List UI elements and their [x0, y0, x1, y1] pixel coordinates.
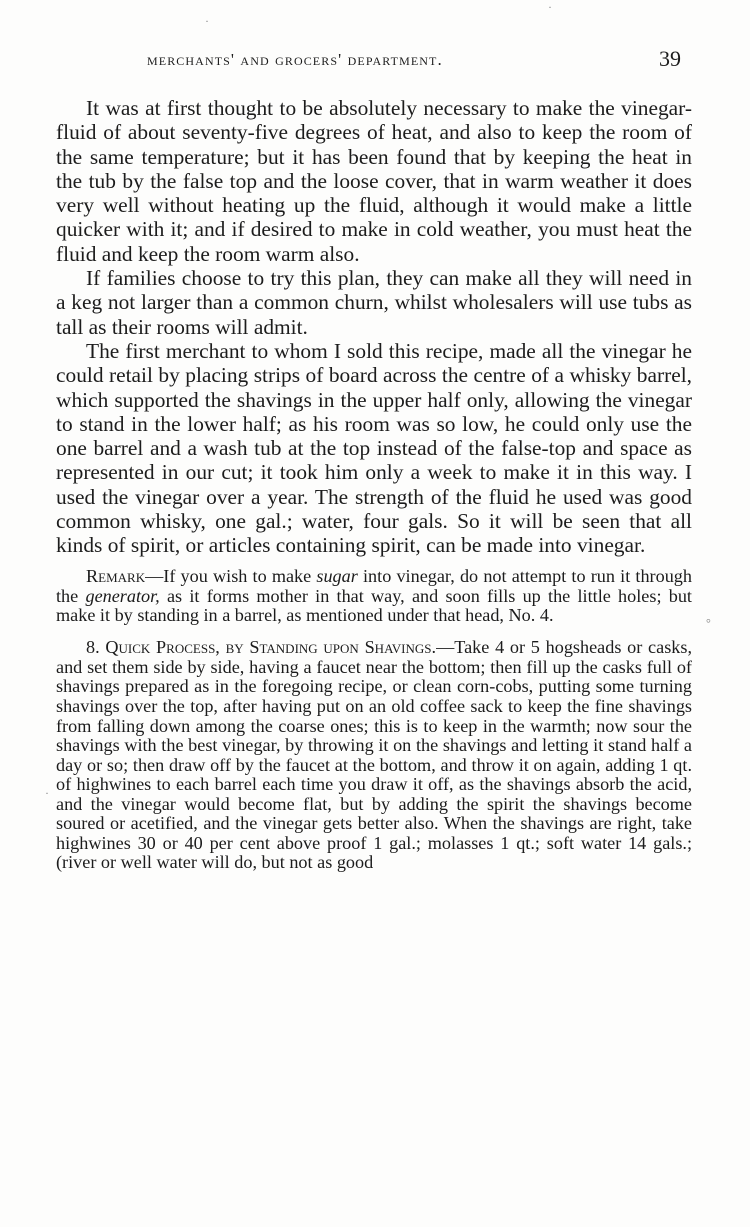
paragraph-vinegar-heat: It was at first thought to be absolutely necessary to make the vinegar-fluid of about seventy-five degrees of heat, and also to keep the room of the same temperature; but it has been found that by keeping the heat in the tub by the false top and the loose cover, that in warm weather it does very well without heating up the fluid, although it would make a little quicker with it; and if desired to make in cold weather, you must heat the fluid and keep the room warm also. [56, 96, 692, 266]
print-speck: ° [706, 616, 711, 630]
print-speck: · [205, 14, 209, 28]
remark-text-3: as it forms mother in that way, and soon fills up the little holes; but make it by standing in a barrel, as mentioned under that head, No. 4. [56, 585, 692, 626]
running-title: merchants' and grocers' department. [147, 50, 443, 69]
running-head [0, 44, 750, 74]
section-number: 8. [86, 637, 100, 658]
remark-label: Remark [86, 565, 146, 586]
remark-paragraph [56, 567, 692, 627]
print-speck: · [548, 0, 552, 14]
paragraph-families: If families choose to try this plan, they can make all they will need in a keg not larger than a common churn, whilst wholesalers will use tubs as tall as their rooms will admit. [56, 266, 692, 339]
section-text: —Take 4 or 5 hogsheads or casks, and set them side by side, having a faucet near the bottom; then fill up the casks full of shavings prepared as in the foregoing recipe, or clean corn-cobs, putting some turning shavings over the top, after having put on an old coffee sack to keep the fine shavings from falling down among the coarse ones; this is to keep in the warmth; now sour the shavings with the best vinegar, by throwing it on the shavings and letting it stand half a day or so; then draw off by the faucet at the bottom, and throw it on again, adding 1 qt. of highwines to each barrel each time you draw it off, as the shavings absorb the acid, and the vinegar would become flat, but by adding the spirit the shavings become soured or acetified, and the vinegar gets better also. When the shavings are right, take highwines 30 or 40 per cent above proof 1 gal.; molasses 1 qt.; soft water 14 gals.; (river or well water will do, but not as good [56, 637, 693, 873]
remark-emphasis-sugar: sugar [316, 565, 358, 586]
section-8-paragraph [56, 638, 692, 873]
print-speck: · [45, 786, 49, 800]
section-heading: Quick Process, by Standing upon Shavings. [105, 637, 437, 658]
body-text [56, 96, 692, 873]
remark-emphasis-generator: generator, [85, 585, 160, 606]
remark-text-2: into vinegar, do not attempt to run it through the [56, 565, 692, 606]
paragraph-first-merchant: The first merchant to whom I sold this recipe, made all the vinegar he could retail by placing strips of board across the centre of a whisky barrel, which supported the shavings in the upper half only, allowing the vinegar to stand in the lower half; as his room was so low, he could only use the one barrel and a wash tub at the top instead of the false-top and space as represented in our cut; it took him only a week to make it in this way. I used the vinegar over a year. The strength of the fluid he used was good common whisky, one gal.; water, four gals. So it will be seen that all kinds of spirit, or articles containing spirit, can be made into vinegar. [56, 338, 692, 558]
page-number: 39 [659, 46, 681, 71]
remark-text-1: —If you wish to make [145, 565, 317, 586]
